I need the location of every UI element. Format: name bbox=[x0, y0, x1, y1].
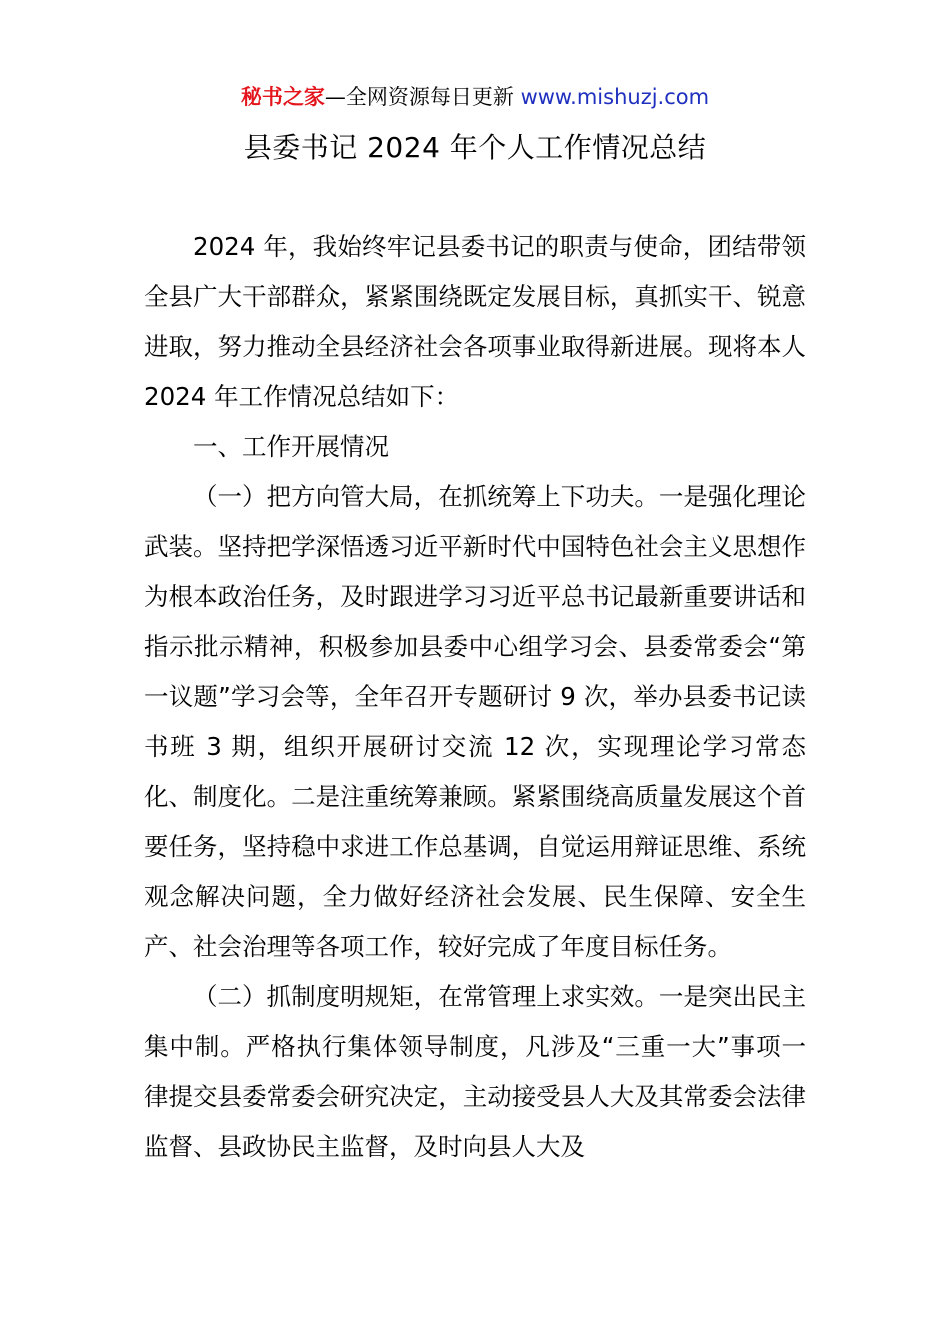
document-title: 县委书记 2024 年个人工作情况总结 bbox=[243, 131, 707, 164]
paragraph-intro: 2024 年，我始终牢记县委书记的职责与使命，团结带领全县广大干部群众，紧紧围绕既定发展目标，真抓实干、锐意进取，努力推动全县经济社会各项事业取得新进展。现将本人 2024 年工作情况总结如下： bbox=[144, 232, 806, 411]
paragraph-section-1: （一）把方向管大局，在抓统筹上下功夫。一是强化理论武装。坚持把学深悟透习近平新时代中国特色社会主义思想作为根本政治任务，及时跟进学习习近平总书记最新重要讲话和指示批示精神，积极参加县委中心组学习会、县委常委会“第一议题”学习会等，全年召开专题研讨 9 次，举办县委书记读书班 3 期，组织开展研讨交流 12 次，实现理论学习常态化、制度化。二是注重统筹兼顾。紧紧围绕高质量发展这个首要任务，坚持稳中求进工作总基调，自觉运用辩证思维、系统观念解决问题，全力做好经济社会发展、民生保障、安全生产、社会治理等各项工作，较好完成了年度目标任务。 bbox=[144, 482, 806, 961]
document-body bbox=[144, 222, 806, 1172]
paragraph-section-2: （二）抓制度明规矩，在常管理上求实效。一是突出民主集中制。严格执行集体领导制度，凡涉及“三重一大”事项一律提交县委常委会研究决定，主动接受县人大及其常委会法律监督、县政协民主监督，及时向县人大及 bbox=[144, 982, 806, 1161]
brand-name: 秘书之家 bbox=[240, 85, 325, 109]
site-header bbox=[0, 82, 950, 112]
section-heading: 一、工作开展情况 bbox=[193, 432, 389, 461]
site-url-link[interactable]: www.mishuzj.com bbox=[520, 85, 710, 109]
header-tagline: —全网资源每日更新 bbox=[324, 85, 514, 109]
